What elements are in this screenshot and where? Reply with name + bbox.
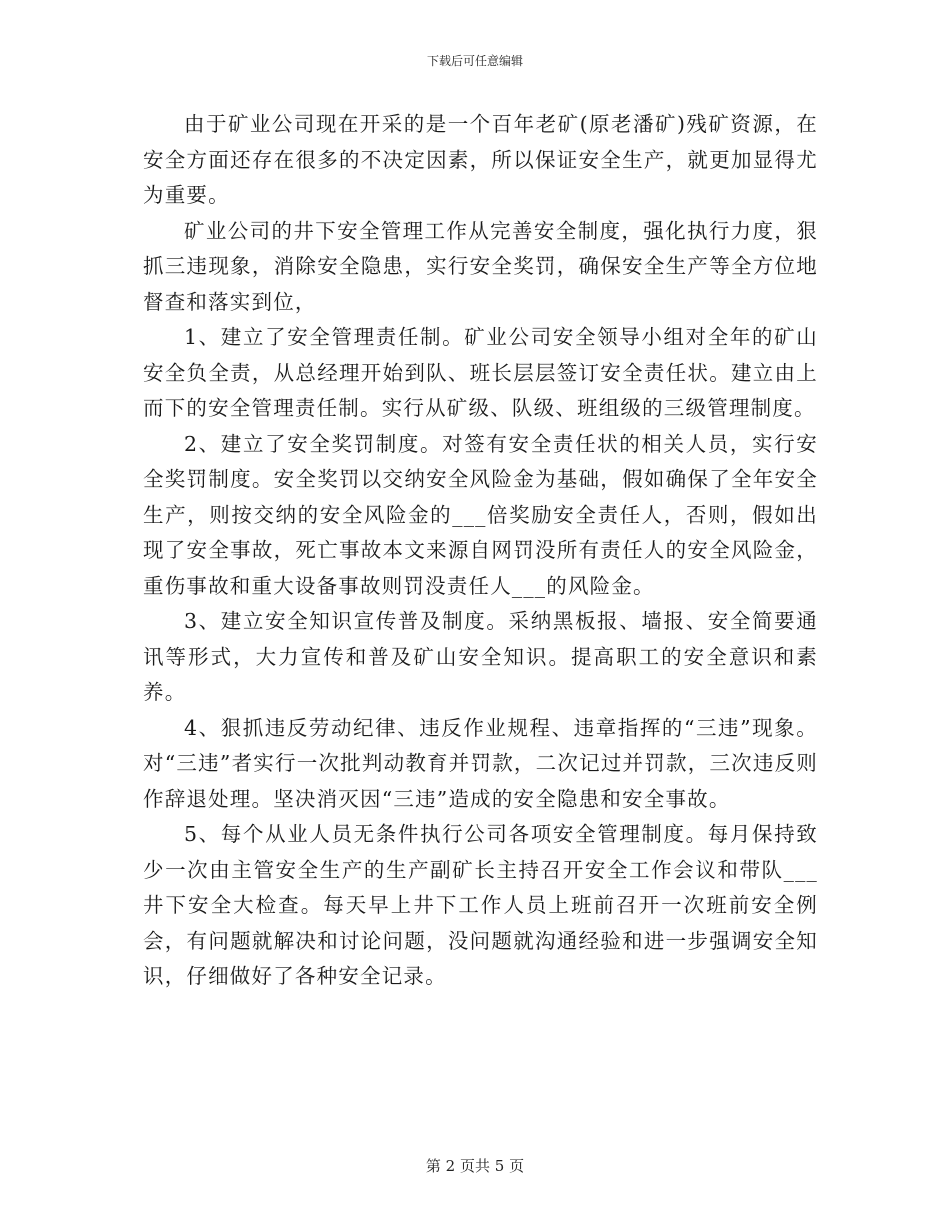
page-footer: 第 2 页共 5 页 <box>425 1157 525 1175</box>
paragraph-item-3: 3、建立安全知识宣传普及制度。采纳黑板报、墙报、安全简要通讯等形式，大力宣传和普及矿山安全知识。提高职工的安全意识和素养。 <box>143 609 818 704</box>
page-header: 下载后可任意编辑 <box>426 54 523 68</box>
document-body <box>143 107 818 995</box>
paragraph-item-4: 4、狠抓违反劳动纪律、违反作业规程、违章指挥的“三违”现象。对“三违”者实行一次批判动教育并罚款，二次记过并罚款，三次违反则作辞退处理。坚决消灭因“三违”造成的安全隐患和安全事故。 <box>143 715 818 811</box>
paragraph-overview: 矿业公司的井下安全管理工作从完善安全制度，强化执行力度，狠抓三违现象，消除安全隐患，实行安全奖罚，确保安全生产等全方位地督查和落实到位， <box>143 218 818 314</box>
paragraph-intro: 由于矿业公司现在开采的是一个百年老矿(原老潘矿)残矿资源，在安全方面还存在很多的不决定因素，所以保证安全生产，就更加显得尤为重要。 <box>143 112 818 207</box>
paragraph-item-2: 2、建立了安全奖罚制度。对签有安全责任状的相关人员，实行安全奖罚制度。安全奖罚以交纳安全风险金为基础，假如确保了全年安全生产，则按交纳的安全风险金的___倍奖励安全责任人，否则，假如出现了安全事故，死亡事故本文来源自网罚没所有责任人的安全风险金，重伤事故和重大设备事故则罚没责任人___的风险金。 <box>143 431 818 598</box>
paragraph-item-1: 1、建立了安全管理责任制。矿业公司安全领导小组对全年的矿山安全负全责，从总经理开始到队、班长层层签订安全责任状。建立由上而下的安全管理责任制。实行从矿级、队级、班组级的三级管理制度。 <box>143 325 818 420</box>
paragraph-item-5: 5、每个从业人员无条件执行公司各项安全管理制度。每月保持致少一次由主管安全生产的生产副矿长主持召开安全工作会议和带队___井下安全大检查。每天早上井下工作人员上班前召开一次班前安全例会，有问题就解决和讨论问题，没问题就沟通经验和进一步强调安全知识，仔细做好了各种安全记录。 <box>143 822 818 988</box>
